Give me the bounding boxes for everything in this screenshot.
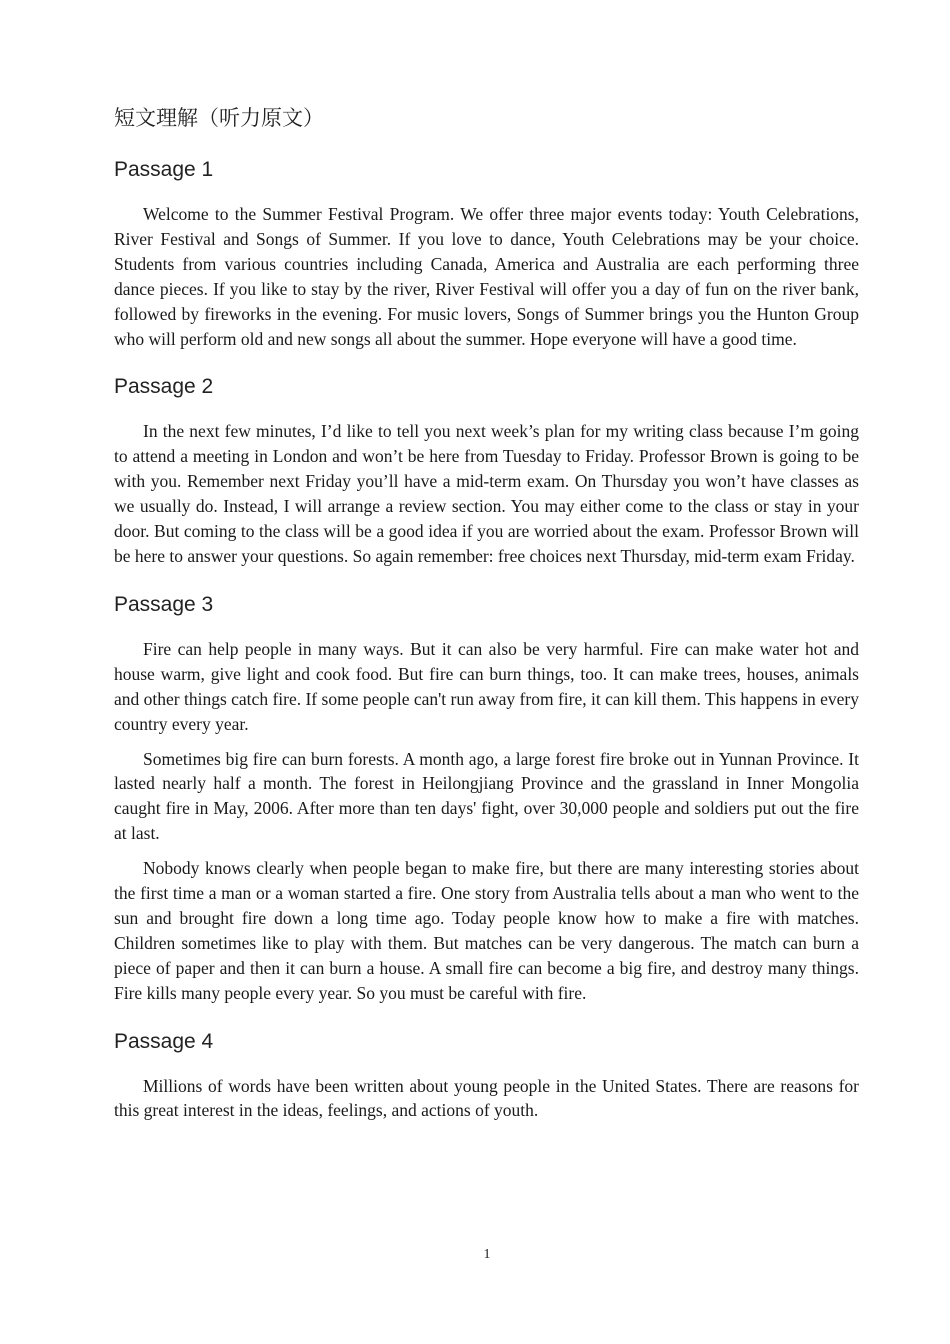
paragraph: Fire can help people in many ways. But it can also be very harmful. Fire can make water hot and house warm, give light and cook food. But fire can burn things, too. It can make trees, houses, animals and other things catch fire. If some people can't run away from fire, it can kill them. This happens in every country every year. [114, 638, 859, 734]
passage-3 [114, 591, 859, 1006]
paragraph: Millions of words have been written about young people in the United States. There are reasons for this great interest in the ideas, feelings, and actions of youth. [114, 1075, 859, 1121]
document-page [114, 100, 859, 1145]
document-title: 短文理解（听力原文） [114, 106, 324, 130]
paragraph: In the next few minutes, I’d like to tell you next week’s plan for my writing class because I’m going to attend a meeting in London and won’t be here from Tuesday to Friday. Professor Brown is going to be with you. Remember next Friday you’ll have a mid-term exam. On Thursday you won’t have classes as we usually do. Instead, I will arrange a review section. You may either come to the class or stay in your door. But coming to the class will be a good idea if you are worried about the exam. Professor Brown will be here to answer your questions. So again remember: free choices next Thursday, mid-term exam Friday. [114, 421, 859, 566]
passage-2 [114, 373, 859, 568]
passage-heading: Passage 1 [114, 158, 214, 181]
paragraph: Nobody knows clearly when people began to make fire, but there are many interesting stories about the first time a man or a woman started a fire. One story from Australia tells about a man who went to the sun and brought fire down a long time ago. Today people know how to make a fire with matches. Children sometimes like to play with them. But matches can be very dangerous. The match can burn a piece of paper and then it can burn a house. A small fire can become a big fire, and destroy many things. Fire kills many people every year. So you must be careful with fire. [114, 858, 859, 1003]
passage-heading: Passage 3 [114, 592, 214, 616]
paragraph: Sometimes big fire can burn forests. A month ago, a large forest fire broke out in Yunnan Province. It lasted nearly half a month. The forest in Heilongjiang Province and the grassland in Inner Mongolia caught fire in May, 2006. After more than ten days' fight, over 30,000 people and soldiers put out the fire at last. [114, 748, 859, 844]
passage-heading: Passage 2 [114, 375, 214, 399]
passage-4 [114, 1028, 859, 1124]
paragraph: Welcome to the Summer Festival Program. We offer three major events today: Youth Celebrations, River Festival and Songs of Summer. If you love to dance, Youth Celebrations may be your choice. Students from various countries including Canada, America and Australia are each performing three dance pieces. If you like to stay by the river, River Festival will offer you a day of fun on the river bank, followed by fireworks in the evening. For music lovers, Songs of Summer brings you the Hunton Group who will perform old and new songs all about the summer. Hope everyone will have a good time. [114, 204, 859, 349]
page-number: 1 [483, 1247, 491, 1262]
passage-heading: Passage 4 [114, 1029, 214, 1053]
passage-1 [114, 156, 859, 351]
